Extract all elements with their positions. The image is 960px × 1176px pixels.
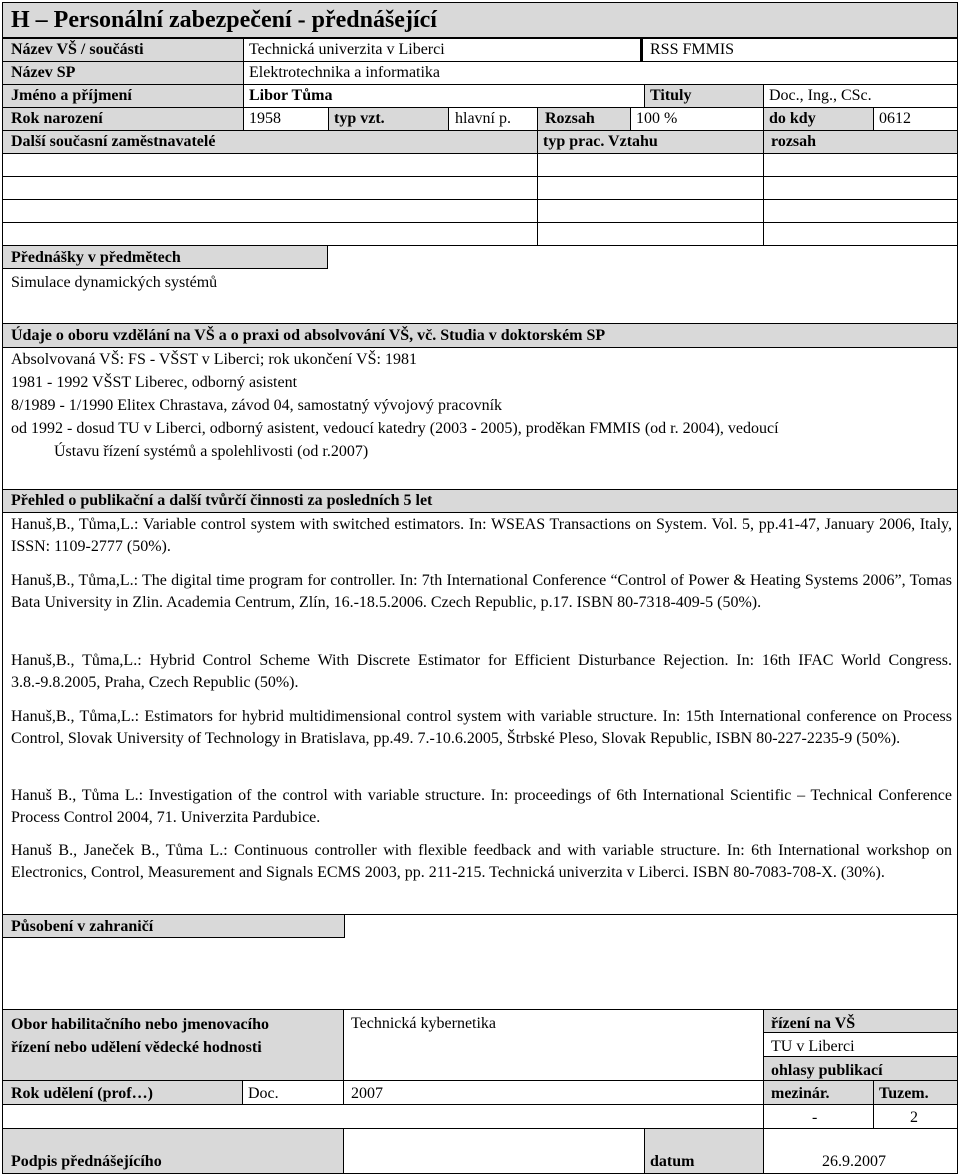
education-line: 8/1989 - 1/1990 Elitex Chrastava, závod 04, samostatný vývojový pracovník	[11, 397, 503, 414]
employer-row	[537, 222, 764, 246]
rok-narozeni-value: 1958	[249, 110, 281, 127]
publication-item: Hanuš,B., Tůma,L.: Estimators for hybrid multidimensional control system with variable structure. In: 15th International conference on Process Control, Slovak University of Technology in Bratislava, pp.49. 7.-10.6.2005, Štrbské Pleso, Slovak Republic, ISBN 80-227-2235-9 (50%).	[11, 708, 952, 747]
publication-item: Hanuš,B., Tůma,L.: Hybrid Control Scheme With Discrete Estimator for Efficient Disturbance Rejection. In: 16th IFAC World Congress. 3.8.-9.8.2005, Praha, Czech Republic (50%).	[11, 652, 952, 691]
education-heading: Údaje o oboru vzdělání na VŠ a o praxi od absolvování VŠ, vč. Studia v doktorském SP	[11, 327, 606, 344]
education-line: Absolvovaná VŠ: FS - VŠST v Liberci; rok ukončení VŠ: 1981	[11, 351, 417, 368]
employer-row	[537, 176, 764, 200]
rozsah-value: 100 %	[636, 110, 678, 127]
ohlasy-label: ohlasy publikací	[771, 1062, 883, 1079]
employer-row	[763, 153, 958, 177]
publication-item: Hanuš,B., Tůma,L.: Variable control system with switched estimators. In: WSEAS Transactions on System. Vol. 5, pp.41-47, January 2006, Italy, ISSN: 1109-2777 (50%).	[11, 516, 952, 555]
tuzem-label: Tuzem.	[879, 1085, 929, 1102]
obor-label: řízení nebo udělení vědecké hodnosti	[11, 1039, 262, 1056]
datum-label: datum	[650, 1153, 695, 1170]
employer-row	[537, 199, 764, 223]
employer-row	[537, 153, 764, 177]
publication-item: Hanuš B., Tůma L.: Investigation of the control with variable structure. In: proceedings of 6th International Scientific – Technical Conference Process Control 2004, 71. Univerzita Pardubice.	[11, 787, 952, 826]
do-kdy-label: do kdy	[769, 110, 816, 127]
podpis-label: Podpis přednášejícího	[11, 1153, 162, 1170]
mezinar-label: mezinár.	[771, 1085, 830, 1102]
education-line: Ústavu řízení systémů a spolehlivosti (od r.2007)	[54, 443, 369, 460]
obor-value: Technická kybernetika	[351, 1015, 497, 1032]
rok-udeleni-value: 2007	[351, 1085, 383, 1102]
signature-cell	[343, 1128, 645, 1174]
publications-heading: Přehled o publikační a další tvůrčí činnosti za posledních 5 let	[11, 492, 433, 509]
tuzem-value: 2	[910, 1109, 918, 1126]
rok-narozeni-label: Rok narození	[11, 110, 103, 127]
employer-row	[2, 176, 538, 200]
employer-row	[763, 222, 958, 246]
rizeni-label: řízení na VŠ	[771, 1015, 856, 1032]
employer-row	[2, 153, 538, 177]
do-kdy-value: 0612	[879, 110, 911, 127]
employer-row	[2, 222, 538, 246]
nazev-sp-label: Název SP	[11, 64, 76, 81]
rok-udeleni-type: Doc.	[248, 1085, 279, 1102]
publication-item: Hanuš B., Janeček B., Tůma L.: Continuous controller with flexible feedback and with variable structure. In: 6th International workshop on Electronics, Control, Measurement and Signals ECMS 2003, pp. 211-215. Technická univerzita v Liberci. ISBN 80-7083-708-X. (30%).	[11, 842, 952, 881]
employer-row	[763, 199, 958, 223]
typ-vzt-value: hlavní p.	[455, 110, 511, 127]
lecture-item: Simulace dynamických systémů	[11, 274, 218, 291]
typ-vzt-label: typ vzt.	[334, 110, 385, 127]
datum-value: 26.9.2007	[822, 1153, 886, 1170]
rok-udeleni-label: Rok udělení (prof…)	[11, 1085, 153, 1102]
employer-row	[763, 176, 958, 200]
publication-item: Hanuš,B., Tůma,L.: The digital time program for controller. In: 7th International Conference “Control of Power & Heating Systems 2006”, Tomas Bata University in Zlin. Academia Centrum, Zlín, 16.-18.5.2006. Czech Republic, p.17. ISBN 80-7318-409-5 (50%).	[11, 572, 952, 611]
rizeni-value: TU v Liberci	[771, 1038, 855, 1055]
lectures-heading: Přednášky v předmětech	[11, 249, 181, 266]
mezinar-value: -	[812, 1109, 818, 1126]
nazev-sp-value: Elektrotechnika a informatika	[249, 64, 441, 81]
jmeno-label: Jméno a příjmení	[11, 87, 132, 104]
footer-value-cell	[343, 1080, 764, 1105]
dalsi-zamestnavatele-label: Další současní zaměstnavatelé	[11, 133, 216, 150]
employer-row	[2, 199, 538, 223]
page-title: H – Personální zabezpečení - přednášející	[11, 7, 437, 33]
abroad-heading: Působení v zahraničí	[11, 918, 154, 935]
education-line: od 1992 - dosud TU v Liberci, odborný asistent, vedoucí katedry (2003 - 2005), proděkan FMMIS (od r. 2004), vedoucí	[11, 420, 779, 437]
soucast-value: RSS FMMIS	[650, 41, 735, 58]
footer-value-cell	[2, 1104, 764, 1129]
rozsah-employer-label: rozsah	[771, 133, 817, 150]
education-line: 1981 - 1992 VŠST Liberec, odborný asistent	[11, 374, 298, 391]
typ-prac-vztahu-label: typ prac. Vztahu	[543, 133, 658, 150]
nazev-vs-label: Název VŠ / součásti	[11, 41, 144, 58]
footer-value-cell	[763, 1104, 874, 1129]
tituly-value: Doc., Ing., CSc.	[769, 87, 872, 104]
jmeno-value: Libor Tůma	[249, 87, 333, 104]
tituly-label: Tituly	[650, 87, 692, 104]
rozsah-label: Rozsah	[545, 110, 595, 127]
obor-label: Obor habilitačního nebo jmenovacího	[11, 1016, 269, 1033]
nazev-vs-value: Technická univerzita v Liberci	[249, 41, 445, 58]
